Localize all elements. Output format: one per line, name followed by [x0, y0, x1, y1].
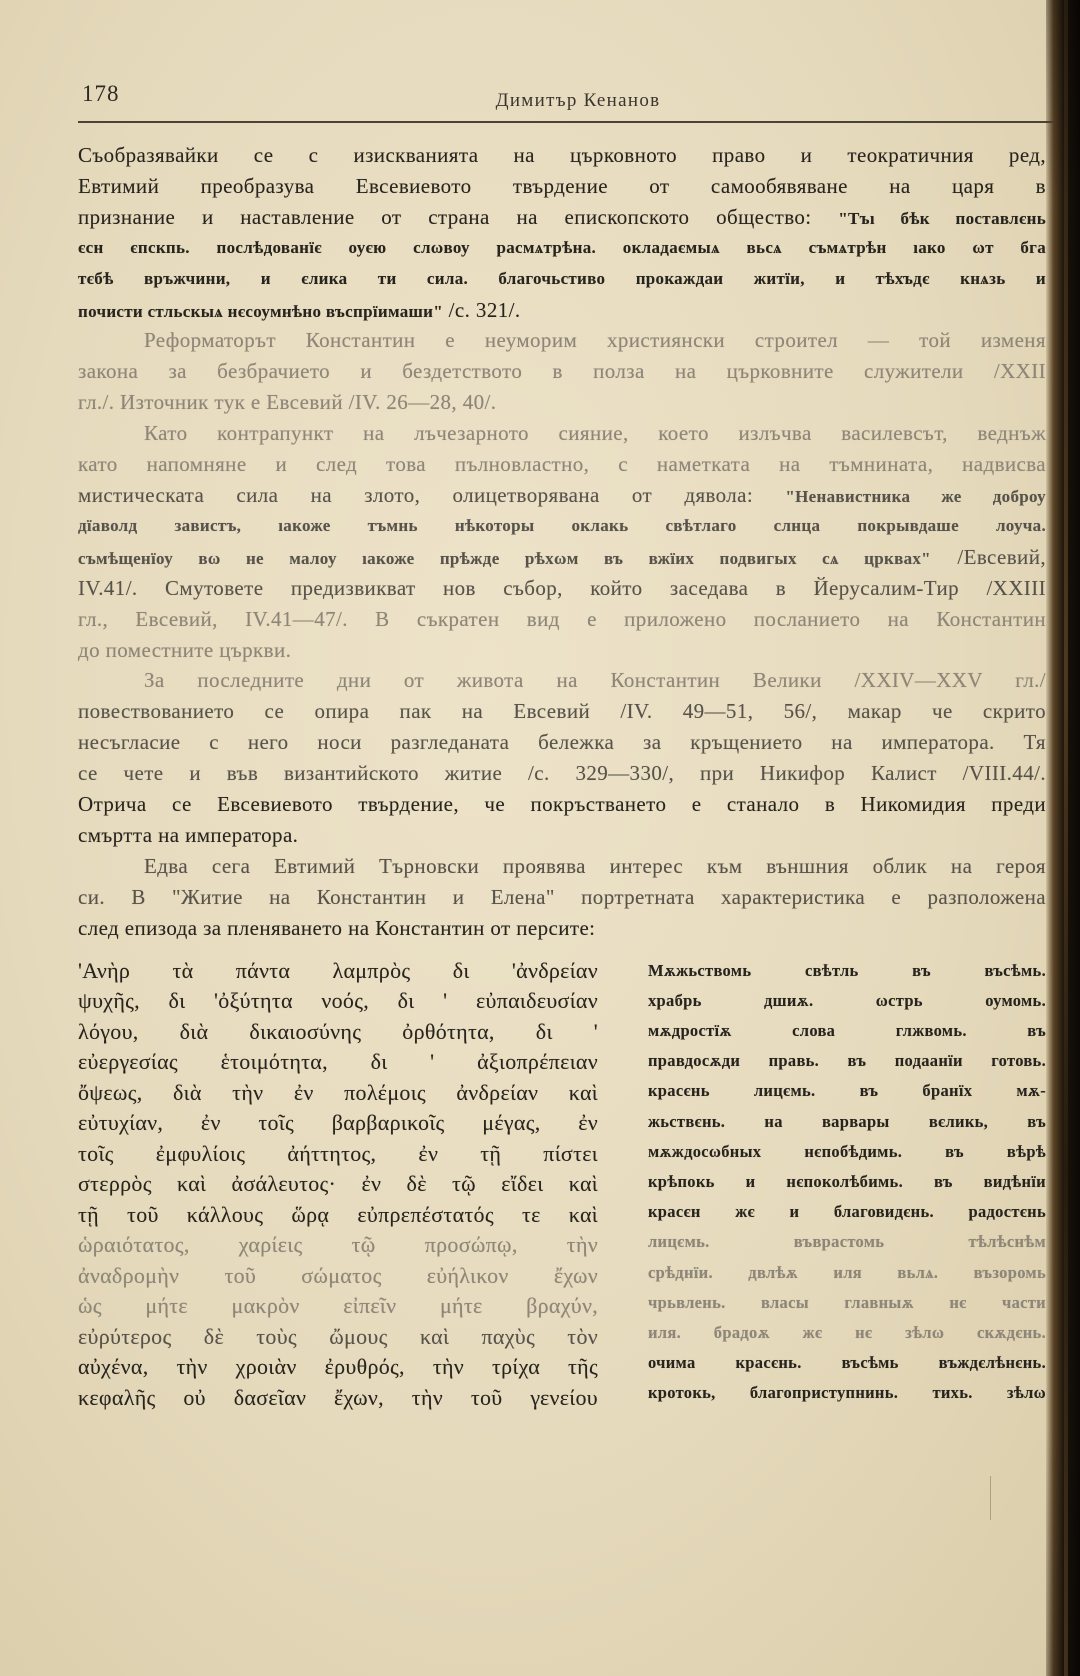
- paragraph: [78, 851, 1046, 944]
- church-slavonic-line: лицємь. въврастомь тѣлѣснѣм: [648, 1232, 1046, 1252]
- text-line: IV.41/. Смутовете предизвикват нов събор, който заседава в Йерусалим-Тир /XXIII: [78, 575, 1046, 600]
- church-slavonic-line: чрьвлень. власы главныѫ нє части: [648, 1292, 1046, 1312]
- church-slavonic-quote: "Тъı бѣк поставлєнь: [838, 208, 1046, 228]
- greek-line: ὄψεως, διὰ τὴν ἐν πολέμοις ἀνδρείαν καὶ: [78, 1079, 598, 1105]
- text-line: смъртта на императора.: [78, 822, 299, 847]
- running-title: Димитър Кенанов: [495, 90, 661, 111]
- text-line: Реформаторът Константин е неуморим християнски строител — той изменя: [144, 328, 1046, 353]
- church-slavonic-line: Мѫжьствомь свѣтль въ въсѣмь.: [648, 960, 1046, 980]
- text-line: след епизода за пленяването на Константин от персите:: [78, 915, 596, 940]
- text-line: гл., Евсевий, IV.41—47/. В съкратен вид е приложено посланието на Константин: [78, 606, 1046, 631]
- church-slavonic-line: дїаволд завистъ, ıакоже тъмнь нѣкоторы оклакь свѣтлаго слнца покрывдаше лоуча.: [78, 515, 1046, 535]
- greek-column: [78, 956, 598, 1414]
- church-slavonic-line: мѫждосωбных нєпобѣдимь. въ вѣрѣ: [648, 1141, 1046, 1161]
- binding-edge-shadow: [1046, 0, 1080, 1676]
- greek-line: εὐεργεσίας ἑτοιμότητα, δι ' ἀξιοπρέπειαν: [78, 1049, 598, 1075]
- text-line: закона за безбрачието и бездетството в полза на църковните служители /XXII: [78, 359, 1046, 384]
- text-line: Отрича се Евсевиевото твърдение, че покръстването е станало в Никомидия преди: [78, 792, 1046, 817]
- church-slavonic-quote: "Ненавистника же доброу: [785, 486, 1046, 506]
- church-slavonic-line: правдосѫди правь. въ подаанїи готовь.: [648, 1051, 1046, 1071]
- greek-line: κεφαλῆς οὐ δασεῖαν ἔχων, τὴν τοῦ γενείου: [78, 1384, 598, 1410]
- text-line: Съобразявайки се с изискванията на църковното право и теократичния ред,: [78, 143, 1046, 167]
- greek-line: εὐτυχίαν, ἐν τοῖς βαρβαρικοῖς μέγας, ἐν: [78, 1110, 598, 1136]
- church-slavonic-line: очима красєнь. въсѣмь въждєлѣнєнь.: [648, 1353, 1046, 1373]
- page-number: 178: [82, 81, 120, 106]
- parallel-quotation: [78, 956, 1046, 1414]
- greek-line: ὡραιότατος, χαρίεις τῷ προσώπῳ, τὴν: [78, 1232, 598, 1258]
- text-line: гл./. Източник тук е Евсевий /IV. 26—28, 40/.: [78, 390, 497, 415]
- church-slavonic-line: храбрь дшиѫ. ωстрь оумомь.: [648, 990, 1046, 1010]
- church-slavonic-quote: почисти стльскыѧ нєсоумнѣно въспрїимаши": [78, 301, 444, 321]
- church-slavonic-line: тєбѣ връжчини, и єлика ти сила. благочьстиво прокаждаи житїи, и тѣхъдє кнѧзь и: [78, 268, 1046, 288]
- text-line: [78, 202, 1046, 233]
- text-line: [78, 542, 1046, 573]
- greek-line: τοῖς ἐμφυλίοις ἀήττητος, ἐν τῇ πίστει: [78, 1140, 598, 1166]
- scan-mark: [990, 1476, 991, 1520]
- main-text: [78, 140, 1046, 1413]
- church-slavonic-line: срѣднїи. двлѣѫ иля вьлѧ. възоромь: [648, 1262, 1046, 1282]
- binding-edge-highlight: [1064, 0, 1068, 1676]
- text-span: мистическата сила на злото, олицетворявана от дявола:: [78, 482, 754, 507]
- text-line: до поместните църкви.: [78, 637, 292, 662]
- greek-line: ψυχῆς, δι 'ὀξύτητα νοός, δι ' εὐπαιδευσίαν: [78, 988, 598, 1014]
- text-line: Едва сега Евтимий Търновски проявява интерес към външния облик на героя: [144, 853, 1046, 878]
- church-slavonic-line: єсн єпскпь. послѣдованїє оуєю слωвоу расмѧтрѣна. окладаємыѧ вьсѧ съмѧтрѣн ıако ωт бга: [78, 237, 1046, 257]
- greek-line: αὐχένα, τὴν χροιὰν ἐρυθρός, τὴν τρίχα τῆς: [78, 1354, 598, 1380]
- text-line: Евтимий преобразува Евсевиевото твърдение от самообявяване на царя в: [78, 173, 1046, 198]
- church-slavonic-line: крѣпокь и нєпоколѣбимь. въ видѣнїи: [648, 1171, 1046, 1191]
- church-slavonic-quote: съмѣщенїоу вω не малоу ıакоже прѣжде рѣхωм въ вжїих подвигых сѧ црквах": [78, 548, 931, 568]
- church-slavonic-line: кротокь, благоприступнинь. тихь. зѣлω: [648, 1383, 1046, 1403]
- greek-line: ἀναδρομὴν τοῦ σώματος εὐήλικον ἔχων: [78, 1262, 598, 1288]
- paragraph: [78, 418, 1046, 665]
- greek-line: τῇ τοῦ κάλλους ὥρᾳ εὐπρεπέστατός τε καὶ: [78, 1201, 598, 1227]
- text-line: За последните дни от живота на Константин Велики /XXIV—XXV гл./: [144, 668, 1046, 693]
- church-slavonic-line: иля. брадоѫ жє нє зѣлω скѫдєнь.: [648, 1323, 1046, 1342]
- greek-line: 'Ανὴρ τὰ πάντα λαμπρὸς δι 'ἀνδρείαν: [78, 957, 598, 983]
- text-line: се чете и във византийското житие /с. 329—330/, при Никифор Калист /VIII.44/.: [78, 761, 1046, 786]
- text-line: [78, 480, 1046, 511]
- text-line: повествованието се опира пак на Евсевий /IV. 49—51, 56/, макар че скрито: [78, 699, 1046, 724]
- citation: /с. 321/.: [448, 297, 521, 322]
- text-line: несъгласие с него носи разгледаната бележка за кръщението на императора. Тя: [78, 730, 1046, 755]
- paragraph: [78, 140, 1046, 325]
- church-slavonic-line: красєнь лицємь. въ бранїх мѫ-: [648, 1081, 1046, 1101]
- church-slavonic-line: красєн жє и благовидєнь. радостєнь: [648, 1202, 1046, 1222]
- greek-line: λόγου, διὰ δικαιοσύνης ὀρθότητα, δι ': [78, 1018, 598, 1044]
- greek-line: εὐρύτερος δὲ τοὺς ὤμους καὶ παχὺς τὸν: [78, 1323, 598, 1349]
- text-span: признание и наставление от страна на епископското общество:: [78, 204, 812, 229]
- text-line: [78, 295, 1046, 326]
- greek-line: στερρὸς καὶ ἀσάλευτος· ἐν δὲ τῷ εἴδει καὶ: [78, 1171, 598, 1197]
- header-rule: [78, 121, 1054, 123]
- church-slavonic-line: мѫдростїѫ слова глжвомь. въ: [648, 1020, 1046, 1040]
- text-line: си. В "Житие на Константин и Елена" портретната характеристика е разположена: [78, 884, 1046, 909]
- paragraph: [78, 325, 1046, 418]
- text-line: Като контрапункт на лъчезарното сияние, което излъчва василевсът, веднъж: [144, 421, 1046, 446]
- greek-line: ὡς μήτε μακρὸν εἰπεῖν μήτε βραχύν,: [78, 1293, 598, 1319]
- citation: /Евсевий,: [957, 544, 1046, 569]
- paragraph: [78, 665, 1046, 850]
- text-line: като напомняне и след това пълновластно, с наметката на тъмнината, надвисва: [78, 452, 1046, 477]
- church-slavonic-column: [648, 956, 1046, 1414]
- church-slavonic-line: жьствєнь. на варвары вєликь, въ: [648, 1111, 1046, 1131]
